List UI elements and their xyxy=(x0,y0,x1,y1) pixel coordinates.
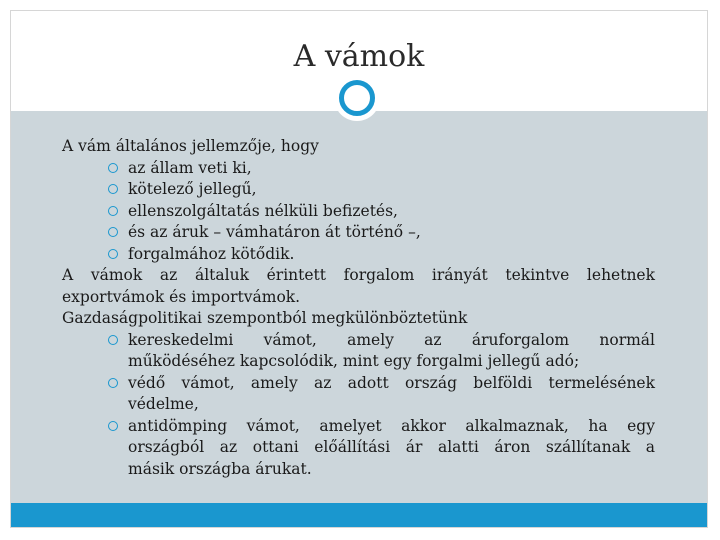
list-item: és az áruk – vámhatáron át történő –, xyxy=(62,222,655,244)
list-item: kereskedelmi vámot, amely az áruforgalom normál xyxy=(62,330,655,352)
list-item-continuation: országból az ottani előállítási ár alatti áron szállítanak a xyxy=(128,438,655,456)
slide-title: A vámok xyxy=(293,39,425,74)
hollow-circle-bullet-icon xyxy=(108,184,118,194)
hollow-circle-bullet-icon xyxy=(108,227,118,237)
list-item: forgalmához kötődik. xyxy=(62,244,655,266)
hollow-circle-bullet-icon xyxy=(108,378,118,388)
direction-text-line1: A vámok az általuk érintett forgalom irányát tekintve lehetnek xyxy=(62,266,655,284)
list-item: kötelező jellegű, xyxy=(62,179,655,201)
hollow-circle-bullet-icon xyxy=(108,249,118,259)
list-item: védő vámot, amely az adott ország belföldi termelésének xyxy=(62,373,655,395)
hollow-circle-bullet-icon xyxy=(108,335,118,345)
list-item-continuation: másik országba árukat. xyxy=(128,459,312,478)
list-item: az állam veti ki, xyxy=(62,158,655,180)
econ-intro-text: Gazdaságpolitikai szempontból megkülönböztetünk xyxy=(62,309,468,327)
bottom-bar xyxy=(11,503,707,527)
hollow-circle-bullet-icon xyxy=(108,421,118,431)
intro-text: A vám általános jellemzője, hogy xyxy=(62,137,319,155)
hollow-circle-bullet-icon xyxy=(108,206,118,216)
list-item-continuation: működéséhez kapcsolódik, mint egy forgalmi jellegű adó; xyxy=(128,352,580,370)
list-item: ellenszolgáltatás nélküli befizetés, xyxy=(62,201,655,223)
hollow-circle-bullet-icon xyxy=(108,163,118,173)
list-item-continuation: védelme, xyxy=(128,395,199,413)
list-item: antidömping vámot, amelyet akkor alkalmaznak, ha egy xyxy=(62,416,655,438)
slide-body xyxy=(62,136,655,480)
ring-icon xyxy=(339,80,375,116)
direction-text-line2: exportvámok és importvámok. xyxy=(62,287,301,306)
